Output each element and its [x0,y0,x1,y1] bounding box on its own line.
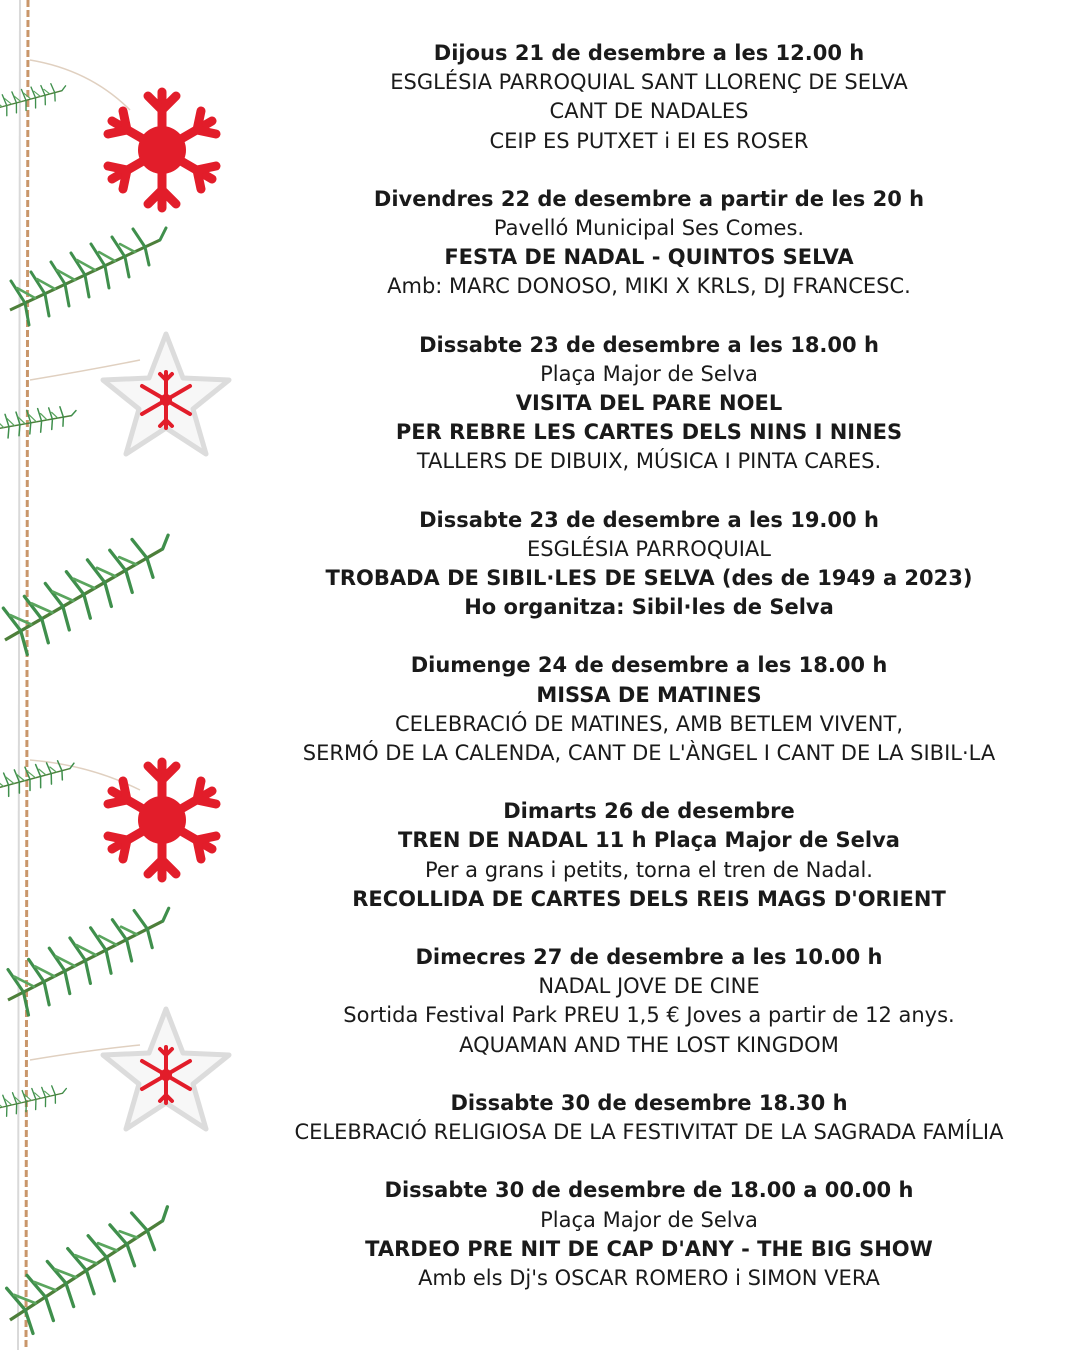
star-ornament-icon [103,334,229,454]
event-venue: ESGLÉSIA PARROQUIAL [527,536,771,561]
pine-branch-icon [5,908,172,1016]
event-detail: CELEBRACIÓ RELIGIOSA DE LA FESTIVITAT DE LA SAGRADA FAMÍLIA [294,1120,1004,1145]
event-date: Dijous 21 de desembre a les 12.00 h [433,41,865,65]
twine-line [26,0,28,1350]
event-date: Dimecres 27 de desembre a les 10.00 h [415,945,883,970]
event-detail: Amb: MARC DONOSO, MIKI X KRLS, DJ FRANCESC. [387,274,911,299]
event-date: Dimarts 26 de desembre [503,799,795,824]
event-venue: ESGLÉSIA PARROQUIAL SANT LLORENÇ DE SELVA [390,70,908,95]
event-title: NADAL JOVE DE CINE [538,974,760,999]
event-block [290,1089,1008,1147]
event-date: Divendres 22 de desembre a partir de les 20 h [373,186,925,211]
event-title: PER REBRE LES CARTES DELS NINS I NINES [395,420,903,445]
event-detail: Per a grans i petits, torna el tren de Nadal. [425,857,873,882]
event-organizer: Ho organitza: Sibil·les de Selva [464,595,834,620]
event-detail: Amb els Dj's OSCAR ROMERO i SIMON VERA [418,1265,880,1290]
event-title: MISSA DE MATINES [536,682,762,707]
christmas-decoration-border [0,0,260,1350]
event-block [290,331,1008,477]
event-title: TROBADA DE SIBIL·LES DE SELVA (des de 1949 a 2023) [325,566,973,591]
event-block [290,506,1008,623]
event-detail: AQUAMAN AND THE LOST KINGDOM [459,1032,839,1057]
event-block [290,651,1008,768]
star-ornament-icon [103,1009,229,1129]
event-venue: Plaça Major de Selva [540,1207,758,1232]
event-title: FESTA DE NADAL - QUINTOS SELVA [444,245,854,270]
event-venue: Plaça Major de Selva [540,361,758,386]
event-detail: CANT DE NADALES [549,99,749,124]
event-detail: SERMÓ DE LA CALENDA, CANT DE L'ÀNGEL I CANT DE LA SIBIL·LA [302,741,996,766]
event-date: Dissabte 30 de desembre 18.30 h [450,1090,848,1115]
event-detail: CEIP ES PUTXET i EI ES ROSER [489,128,809,153]
event-block [290,797,1008,914]
event-title: TARDEO PRE NIT DE CAP D'ANY - THE BIG SHOW [365,1236,933,1261]
pine-branch-icon [0,74,66,129]
event-block [290,1176,1008,1293]
event-title: VISITA DEL PARE NOEL [515,391,783,416]
pine-branch-icon [0,750,74,811]
christmas-events-list [290,39,1008,1322]
pine-branch-icon [0,1074,66,1131]
event-date: Diumenge 24 de desembre a les 18.00 h [410,653,888,678]
event-title: RECOLLIDA DE CARTES DELS REIS MAGS D'ORIENT [352,886,946,911]
event-venue: Pavelló Municipal Ses Comes. [493,216,805,241]
event-block [290,39,1008,156]
event-date: Dissabte 30 de desembre de 18.00 a 00.00 h [384,1178,914,1203]
event-block [290,943,1008,1060]
event-detail: Sortida Festival Park PREU 1,5 € Joves a partir de 12 anys. [343,1003,955,1028]
event-title: TREN DE NADAL 11 h Plaça Major de Selva [398,828,900,853]
event-date: Dissabte 23 de desembre a les 19.00 h [419,507,879,532]
event-date: Dissabte 23 de desembre a les 18.00 h [419,332,879,357]
event-block [290,185,1008,302]
pine-branch-icon [10,228,166,325]
pine-branch-icon [0,390,76,457]
event-detail: CELEBRACIÓ DE MATINES, AMB BETLEM VIVENT, [395,711,903,736]
snowflake-icon [108,92,216,208]
event-detail: TALLERS DE DIBUIX, MÚSICA I PINTA CARES. [416,449,882,474]
snowflake-icon [108,762,216,878]
